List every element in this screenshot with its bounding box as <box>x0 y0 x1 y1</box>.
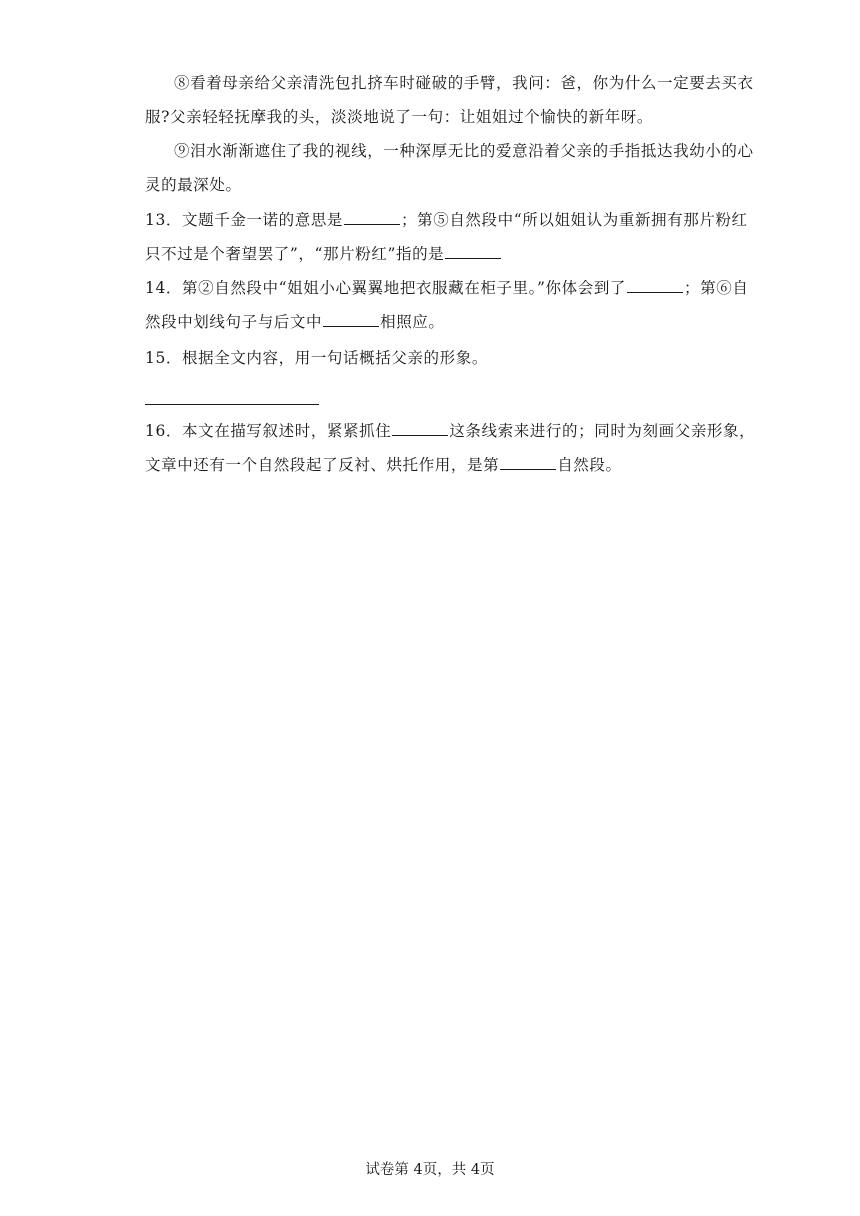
answer-blank[interactable] <box>323 312 379 327</box>
question-16-line2 <box>145 455 725 475</box>
answer-blank[interactable] <box>392 421 448 436</box>
passage-p9-line2: 灵的最深处。 <box>145 176 242 194</box>
answer-blank[interactable] <box>500 455 556 470</box>
question-13-line2 <box>145 244 725 264</box>
passage-p8-line2: 服?父亲轻轻抚摩我的头，淡淡地说了一句：让姐姐过个愉快的新年呀。 <box>145 108 654 126</box>
question-13-text-a: 13．文题千金一诺的意思是 <box>145 211 344 229</box>
question-14-text-b: ；第⑥自 <box>684 279 749 297</box>
question-14-line2 <box>145 312 725 332</box>
question-16-text-c: 文章中还有一个自然段起了反衬、烘托作用，是第 <box>145 456 500 474</box>
question-13-line1 <box>145 210 748 230</box>
question-16-text-b: 这条线索来进行的；同时为刻画父亲形象， <box>449 422 756 440</box>
passage-p8-line1: ⑧看着母亲给父亲清洗包扎挤车时碰破的手臂，我问：爸，你为什么一定要去买衣 <box>174 74 754 92</box>
question-14-text-d: 相照应。 <box>380 313 445 331</box>
question-14-line1 <box>145 278 749 298</box>
question-13-text-b: ；第⑤自然段中“所以姐姐认为重新拥有那片粉红 <box>401 211 748 229</box>
answer-blank[interactable] <box>344 210 400 225</box>
question-16-line1 <box>145 421 756 441</box>
question-15-answer-line[interactable] <box>145 404 319 405</box>
question-16-text-d: 自然段。 <box>557 456 622 474</box>
answer-blank[interactable] <box>627 278 683 293</box>
page-number-footer: 试卷第 4页，共 4页 <box>365 1162 495 1178</box>
question-16-text-a: 16．本文在描写叙述时，紧紧抓住 <box>145 422 392 440</box>
passage-p9-line1: ⑨泪水渐渐遮住了我的视线，一种深厚无比的爱意沿着父亲的手指抵达我幼小的心 <box>174 142 754 160</box>
question-14-text-c: 然段中划线句子与后文中 <box>145 313 323 331</box>
answer-blank[interactable] <box>445 244 501 259</box>
question-13-text-c: 只不过是个奢望罢了”，“那片粉红”指的是 <box>145 245 445 263</box>
question-14-text-a: 14．第②自然段中“姐姐小心翼翼地把衣服藏在柜子里。”你体会到了 <box>145 279 627 297</box>
question-15-text: 15．根据全文内容，用一句话概括父亲的形象。 <box>145 349 488 367</box>
